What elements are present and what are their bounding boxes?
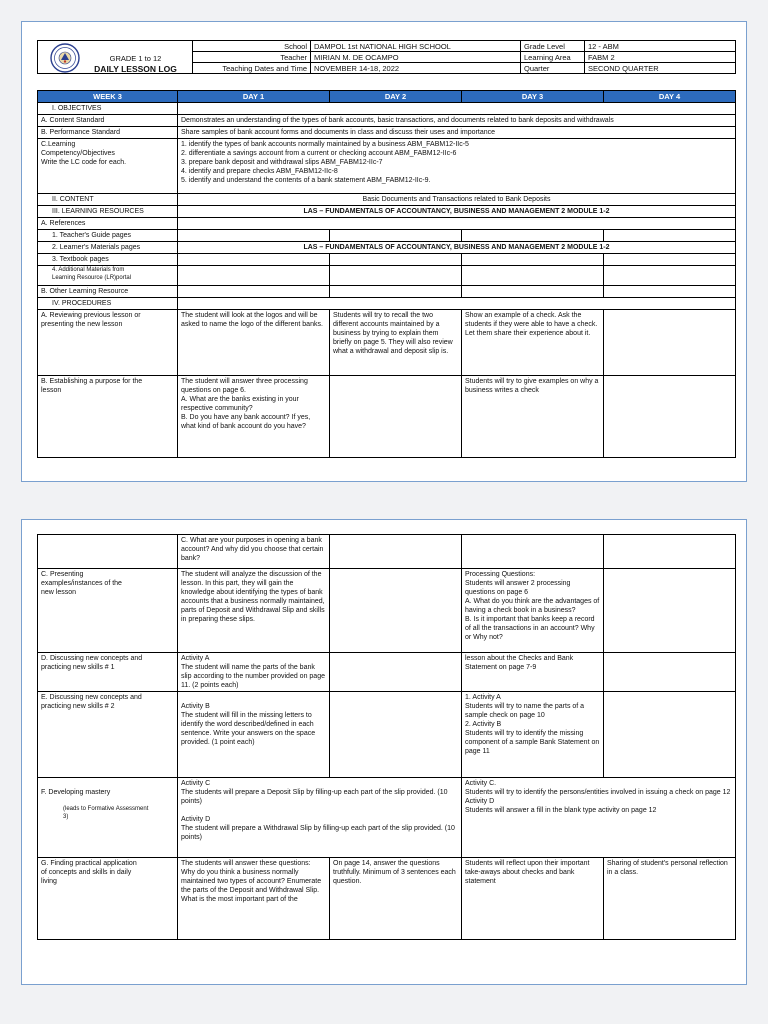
- procedure-e-day3: 1. Activity A Students will try to name the parts of a sample check on page 10 2. Activity B Students will try to identify the missing component of a sample Bank Statement on page 11: [462, 692, 604, 778]
- teachers-guide-label: 1. Teacher's Guide pages: [38, 230, 178, 242]
- col-week: WEEK 3: [38, 91, 178, 103]
- content-standard-value: Demonstrates an understanding of the types of bank accounts, basic transactions, and documents related to bank deposits and withdrawals: [178, 115, 736, 127]
- objectives-heading: I. OBJECTIVES: [38, 103, 178, 115]
- procedure-f-sublabel: (leads to Formative Assessment 3): [63, 806, 149, 820]
- header-logo-cell: [38, 41, 193, 74]
- procedure-b-day2: [330, 376, 462, 458]
- procedure-c-label: C. Presenting examples/instances of the new lesson: [38, 569, 178, 653]
- col-day-3: DAY 3: [462, 91, 604, 103]
- quarter-label: Quarter: [521, 63, 585, 74]
- procedure-g-day2: On page 14, answer the questions truthfully. Minimum of 3 sentences each question.: [330, 858, 462, 940]
- learning-area-value: FABM 2: [585, 52, 736, 63]
- performance-standard-value: Share samples of bank account forms and documents in class and discuss their uses and importance: [178, 127, 736, 139]
- page-1: [21, 21, 747, 482]
- procedure-f-day3-4: Activity C. Students will try to identify the persons/entities involved in issuing a check on page 12 Activity D Students will answer a fill in the blank type activity on page 12: [462, 778, 736, 858]
- procedure-b-day1: The student will answer three processing questions on page 6. A. What are the banks existing in your respective community? B. Do you have any bank account? If yes, what kind of bank account do you have?: [178, 376, 330, 458]
- procedure-d-day1: Activity A The student will name the parts of the bank slip according to the number provided on page 11. (2 points each): [178, 653, 330, 692]
- procedure-d-day4: [604, 653, 736, 692]
- references-label: A. References: [38, 218, 178, 230]
- other-resource-label: B. Other Learning Resource: [38, 286, 178, 298]
- grade-level-value: 12 - ABM: [585, 41, 736, 52]
- learners-materials-value: LAS – FUNDAMENTALS OF ACCOUNTANCY, BUSINESS AND MANAGEMENT 2 MODULE 1-2: [178, 242, 736, 254]
- additional-materials-label: 4. Additional Materials from Learning Resource (LR)portal: [38, 266, 178, 286]
- procedure-b-cont-day1: C. What are your purposes in opening a bank account? And why did you choose that certain bank?: [178, 535, 330, 569]
- procedure-d-label: D. Discussing new concepts and practicing new skills # 1: [38, 653, 178, 692]
- competency-label: C.Learning Competency/Objectives Write the LC code for each.: [38, 139, 178, 194]
- procedure-f-label-cell: [38, 778, 178, 858]
- competency-list: 1. identify the types of bank accounts normally maintained by a business ABM_FABM12-IIc-5 2. differentiate a savings account from a current or checking account ABM_FABM12-IIc-6 3. prepare bank deposit and withdrawal slips ABM_FABM12-IIc-7 4. identify and prepare checks ABM_FABM12-IIc-8 5. identify and understand the contents of a bank statement ABM_FABM12-IIc-9.: [178, 139, 736, 194]
- textbook-label: 3. Textbook pages: [38, 254, 178, 266]
- content-value: Basic Documents and Transactions related to Bank Deposits: [178, 194, 736, 206]
- procedure-e-day4: [604, 692, 736, 778]
- lesson-table-page-2: [37, 534, 736, 940]
- procedure-b-day4: [604, 376, 736, 458]
- header-title-block: [88, 45, 183, 74]
- teacher-value: MIRIAN M. DE OCAMPO: [311, 52, 521, 63]
- page-2: [21, 519, 747, 985]
- resources-value: LAS – FUNDAMENTALS OF ACCOUNTANCY, BUSINESS AND MANAGEMENT 2 MODULE 1-2: [178, 206, 736, 218]
- procedure-g-label: G. Finding practical application of concepts and skills in daily living: [38, 858, 178, 940]
- procedures-heading: IV. PROCEDURES: [38, 298, 178, 310]
- procedure-a-label: A. Reviewing previous lesson or presenting the new lesson: [38, 310, 178, 376]
- procedure-c-day1: The student will analyze the discussion of the lesson. In this part, they will gain the knowledge about identifying the types of bank accounts that a business normally maintained, parts of Deposit and Withdrawal Slip and skills in preparing these slips.: [178, 569, 330, 653]
- lesson-table-page-1: [37, 90, 736, 458]
- dates-label: Teaching Dates and Time: [193, 63, 311, 74]
- grade-level-label: Grade Level: [521, 41, 585, 52]
- procedure-d-day2: [330, 653, 462, 692]
- learning-area-label: Learning Area: [521, 52, 585, 63]
- procedure-d-day3: lesson about the Checks and Bank Statement on page 7-9: [462, 653, 604, 692]
- quarter-value: SECOND QUARTER: [585, 63, 736, 74]
- document-title: DAILY LESSON LOG: [94, 64, 177, 74]
- procedure-c-day3: Processing Questions: Students will answer 2 processing questions on page 6 A. What do you think are the advantages of having a check book in a business? B. Is it important that banks keep a record of all the transactions in an account? Why or Why not?: [462, 569, 604, 653]
- school-value: DAMPOL 1st NATIONAL HIGH SCHOOL: [311, 41, 521, 52]
- deped-seal-icon: [50, 43, 80, 73]
- procedure-a-day1: The student will look at the logos and will be asked to name the logo of the different banks.: [178, 310, 330, 376]
- procedure-c-day4: [604, 569, 736, 653]
- col-day-1: DAY 1: [178, 91, 330, 103]
- teacher-label: Teacher: [193, 52, 311, 63]
- header-table: [37, 40, 736, 74]
- grade-range: GRADE 1 to 12: [109, 54, 162, 63]
- procedure-b-label: B. Establishing a purpose for the lesson: [38, 376, 178, 458]
- procedure-f-day1-2: Activity C The students will prepare a Deposit Slip by filling-up each part of the slip provided. (10 points) Activity D The student will prepare a Withdrawal Slip by filling-up each part of the slip provided. (10 points): [178, 778, 462, 858]
- resources-heading: III. LEARNING RESOURCES: [38, 206, 178, 218]
- col-day-2: DAY 2: [330, 91, 462, 103]
- procedure-g-day4: Sharing of student's personal reflection in a class.: [604, 858, 736, 940]
- procedure-a-day2: Students will try to recall the two different accounts maintained by a business by trying to explain them briefly on page 5. They will also review what a withdrawal and deposit slip is.: [330, 310, 462, 376]
- content-standard-label: A. Content Standard: [38, 115, 178, 127]
- procedure-a-day4: [604, 310, 736, 376]
- procedure-f-label: F. Developing mastery: [41, 789, 111, 796]
- dates-value: NOVEMBER 14-18, 2022: [311, 63, 521, 74]
- procedure-e-label: E. Discussing new concepts and practicing new skills # 2: [38, 692, 178, 778]
- procedure-b-day3: Students will try to give examples on why a business writes a check: [462, 376, 604, 458]
- procedure-a-day3: Show an example of a check. Ask the students if they were able to have a check. Let them share their experience about it.: [462, 310, 604, 376]
- procedure-e-day1: Activity B The student will fill in the missing letters to identify the word described/defined in each sentence. Write your answers on the space provided. (1 point each): [178, 692, 330, 778]
- performance-standard-label: B. Performance Standard: [38, 127, 178, 139]
- procedure-g-day1: The students will answer these questions: Why do you think a business normally maintained two types of account? Enumerate the parts of the Deposit and Withdrawal Slip. What is the most important part of the: [178, 858, 330, 940]
- procedure-e-day2: [330, 692, 462, 778]
- procedure-c-day2: [330, 569, 462, 653]
- content-heading: II. CONTENT: [38, 194, 178, 206]
- school-label: School: [193, 41, 311, 52]
- procedure-g-day3: Students will reflect upon their important take-aways about checks and bank statement: [462, 858, 604, 940]
- learners-materials-label: 2. Learner's Materials pages: [38, 242, 178, 254]
- col-day-4: DAY 4: [604, 91, 736, 103]
